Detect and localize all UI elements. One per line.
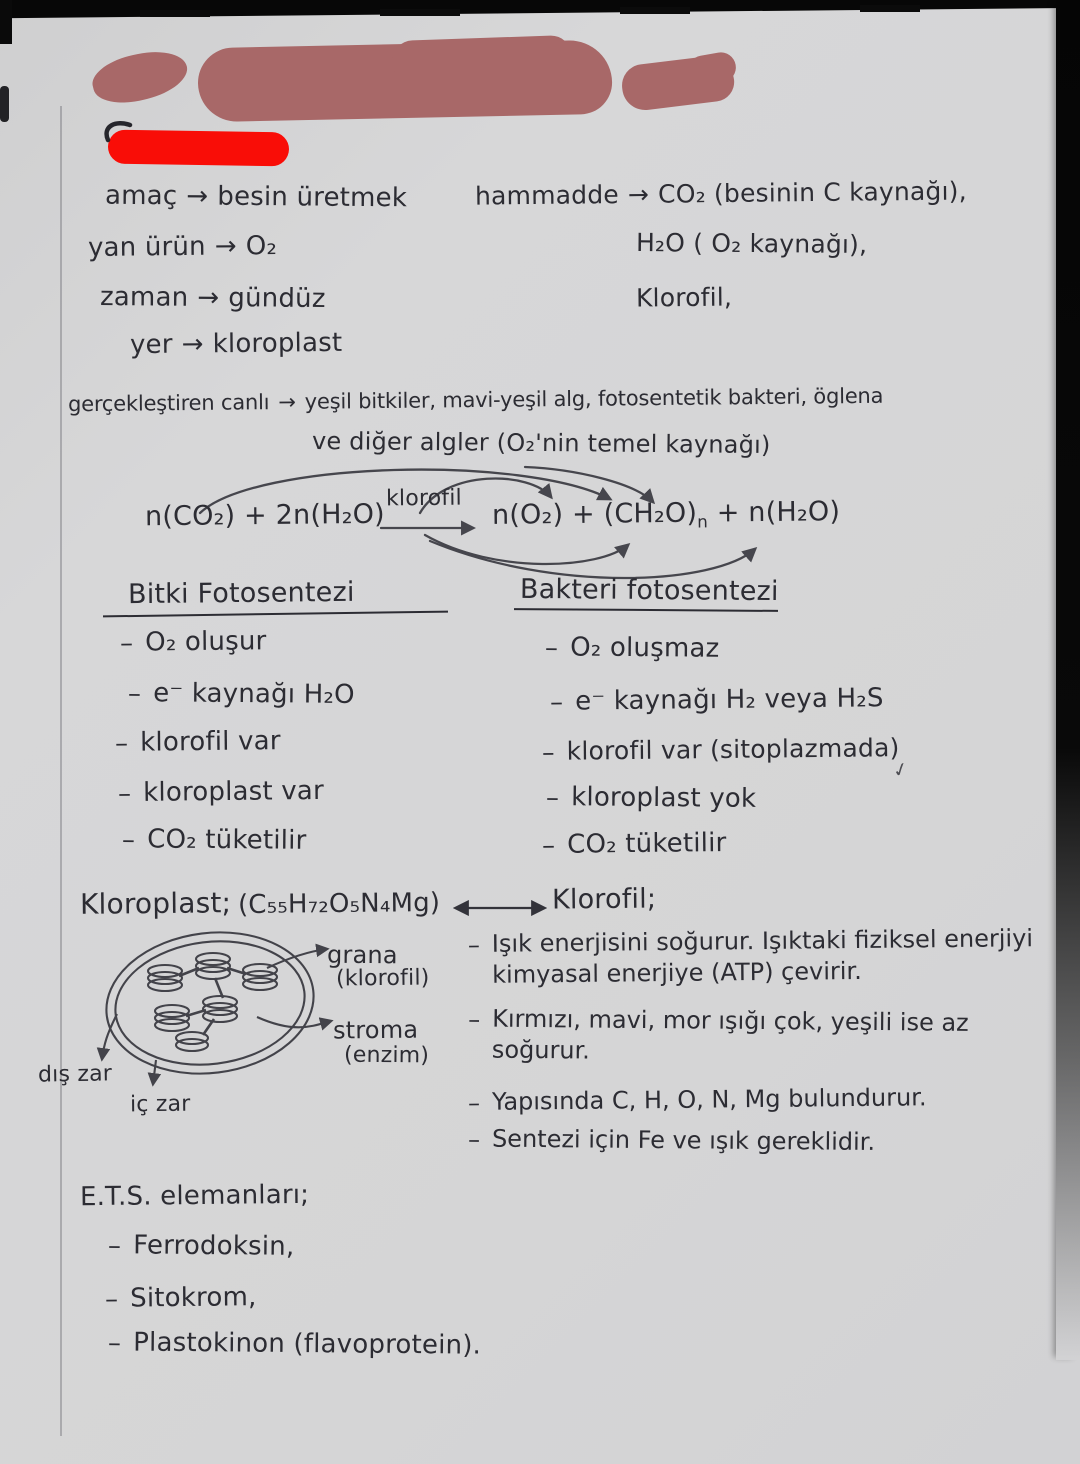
klorofil-bullet-text: Yapısında C, H, O, N, Mg bulundurur. xyxy=(491,1083,927,1116)
bullet-dash: – xyxy=(117,778,132,810)
klorofil-bullet xyxy=(468,1081,1053,1118)
row-hammadde xyxy=(475,177,967,211)
notebook-margin-line xyxy=(60,106,62,1436)
bacteria-item xyxy=(542,829,727,861)
plant-item xyxy=(118,777,324,809)
klorofil-bullet-text: Sentezi için Fe ve ışık gereklidir. xyxy=(491,1124,876,1156)
outer-membrane-label: dış zar xyxy=(37,1061,113,1088)
bullet-dash: – xyxy=(121,825,136,856)
klorofil-bullet-text: Işık enerjisini soğurur. Işıktaki fiziksel enerjiyi kimyasal enerjiye (ATP) çevirir. xyxy=(491,924,1034,989)
row-label: yer xyxy=(129,329,173,361)
organisms-line xyxy=(68,384,883,417)
bacteria-item xyxy=(546,783,756,815)
row-label: zaman xyxy=(99,282,189,313)
bacteria-item-text: e⁻ kaynağı H₂ veya H₂S xyxy=(575,683,884,717)
bullet-dash: – xyxy=(119,628,134,659)
equation-arrows xyxy=(105,455,865,580)
bullet-dash: – xyxy=(104,1284,119,1315)
equation-right-subscript: n xyxy=(697,511,709,532)
granum-stack xyxy=(196,953,230,979)
row-value: O₂ xyxy=(245,231,278,262)
check-mark: ✓ xyxy=(889,757,912,783)
granum-stack xyxy=(155,1005,189,1031)
grana-label: grana xyxy=(326,940,398,970)
klorofil-bullet xyxy=(468,923,1054,991)
row-value: besin üretmek xyxy=(217,181,408,214)
plant-item-text: klorofil var xyxy=(140,726,281,758)
ets-item xyxy=(108,1328,481,1361)
bidirectional-arrow-icon xyxy=(448,898,552,918)
arrow-icon: → xyxy=(278,389,296,415)
arrow-icon: → xyxy=(214,231,237,262)
plant-item xyxy=(122,825,307,856)
bullet-dash: – xyxy=(114,728,129,759)
photo-border-step xyxy=(860,5,920,12)
ets-heading: E.T.S. elemanları; xyxy=(79,1179,310,1213)
plant-title-underline xyxy=(103,611,448,618)
plant-item xyxy=(115,727,281,759)
bacteria-column-title: Bakteri fotosentezi xyxy=(519,573,779,608)
photo-edge-smudge xyxy=(0,86,9,122)
klorofil-bullet xyxy=(468,1123,1053,1159)
hammadde-value-1: CO₂ (besinin C kaynağı), xyxy=(657,176,967,209)
plant-column-title: Bitki Fotosentezi xyxy=(127,576,355,611)
bullet-dash: – xyxy=(107,1231,122,1262)
ets-item xyxy=(108,1231,295,1263)
ets-item-text: Sitokrom, xyxy=(130,1282,257,1314)
kloroplast-formula: (C₅₅H₇₂O₅N₄Mg) xyxy=(237,887,441,921)
plant-item xyxy=(128,679,355,711)
klorofil-heading: Klorofil; xyxy=(551,883,657,916)
equation-right-main: n(O₂) + (CH₂O) xyxy=(491,497,698,531)
row-amac xyxy=(105,182,407,215)
bullet-dash: – xyxy=(467,1125,481,1154)
bullet-dash: – xyxy=(549,687,564,718)
photo-corner xyxy=(0,0,12,44)
bacteria-item-text: O₂ oluşmaz xyxy=(570,632,720,664)
bullet-dash: – xyxy=(107,1328,122,1359)
bullet-dash: – xyxy=(541,830,556,861)
bacteria-title-underline xyxy=(514,608,778,612)
bacteria-item xyxy=(542,734,900,766)
inner-membrane-label: iç zar xyxy=(129,1091,191,1118)
arrow-icon: → xyxy=(627,179,650,209)
bullet-dash: – xyxy=(545,783,560,814)
organisms-continuation: ve diğer algler (O₂'nin temel kaynağı) xyxy=(311,426,771,460)
bullet-dash: – xyxy=(467,930,481,960)
bacteria-item-text: kloroplast yok xyxy=(571,782,757,814)
arrow-icon: → xyxy=(186,181,209,212)
equation-right-tail: + n(H₂O) xyxy=(707,496,841,529)
bullet-dash: – xyxy=(467,1088,481,1118)
granum-stack xyxy=(203,996,237,1022)
outer-membrane-shape xyxy=(98,921,322,1085)
pen-squiggle xyxy=(100,118,144,150)
row-label: amaç xyxy=(104,180,178,212)
equation-left: n(CO₂) + 2n(H₂O) xyxy=(144,498,385,533)
row-yan-urun xyxy=(88,232,277,264)
ets-item-text: Ferrodoksin, xyxy=(133,1230,295,1262)
granum-stack xyxy=(148,965,182,991)
row-yer xyxy=(130,329,343,361)
klorofil-bullet-text: Kırmızı, mavi, mor ışığı çok, yeşili ise az soğurur. xyxy=(491,1004,969,1065)
photo-border-step xyxy=(380,9,460,16)
row-value: kloroplast xyxy=(212,327,343,360)
bullet-dash: – xyxy=(544,633,559,664)
hammadde-value-2: H₂O ( O₂ kaynağı), xyxy=(635,227,868,260)
organisms-value: yeşil bitkiler, mavi-yeşil alg, fotosentetik bakteri, öglena xyxy=(304,383,884,414)
row-value: gündüz xyxy=(228,283,326,314)
klorofil-bullet xyxy=(468,1003,1054,1070)
bacteria-item xyxy=(545,633,720,664)
kloroplast-heading: Kloroplast; xyxy=(79,886,232,921)
hammadde-value-3: Klorofil, xyxy=(635,282,733,313)
ets-item-text: Plastokinon (flavoprotein). xyxy=(133,1327,482,1361)
bullet-dash: – xyxy=(468,1005,481,1034)
ets-item xyxy=(105,1283,257,1314)
granum-stack xyxy=(243,964,277,990)
stroma-note-label: (enzim) xyxy=(343,1042,430,1069)
bacteria-item xyxy=(550,684,884,717)
redaction-marker-large-bump xyxy=(391,35,572,83)
plant-item-text: kloroplast var xyxy=(143,775,325,808)
bacteria-item-text: CO₂ tüketilir xyxy=(567,828,727,860)
grana-note-label: (klorofil) xyxy=(335,965,430,992)
photo-border-step xyxy=(620,7,690,14)
row-label: hammadde xyxy=(474,180,620,211)
bullet-dash: – xyxy=(541,737,555,767)
photo-border-step xyxy=(140,10,210,17)
plant-item-text: CO₂ tüketilir xyxy=(147,824,307,856)
plant-item-text: O₂ oluşur xyxy=(145,626,267,658)
plant-item xyxy=(120,627,267,658)
organisms-label: gerçekleştiren canlı xyxy=(67,390,270,417)
equation-catalyst: klorofil xyxy=(385,485,463,512)
row-label: yan ürün xyxy=(87,231,206,263)
arrow-icon: → xyxy=(197,282,220,314)
stroma-label: stroma xyxy=(332,1015,419,1045)
plant-item-text: e⁻ kaynağı H₂O xyxy=(153,678,355,710)
bullet-dash: – xyxy=(127,679,142,710)
arrow-icon: → xyxy=(181,329,204,360)
inner-membrane-arrow xyxy=(153,1060,156,1084)
bacteria-item-text: klorofil var (sitoplazmada) xyxy=(566,733,900,766)
row-zaman xyxy=(100,283,326,315)
photo-right-border xyxy=(1056,0,1080,1360)
redaction-marker-small xyxy=(88,43,192,111)
